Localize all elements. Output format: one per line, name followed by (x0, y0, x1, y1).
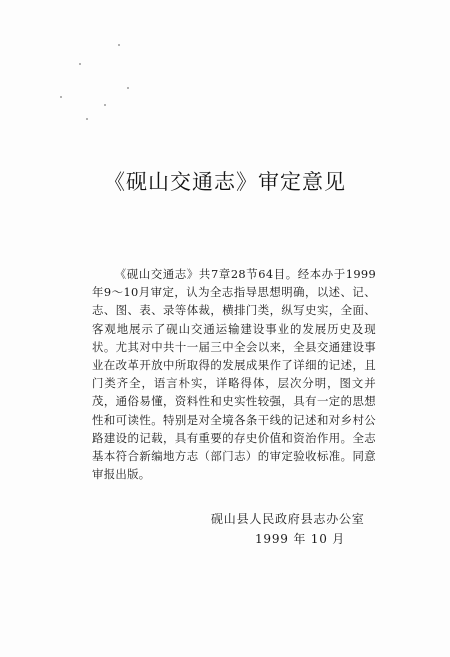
scan-speck (86, 118, 88, 120)
signature-office: 砚山县人民政府县志办公室 (211, 512, 365, 526)
review-opinion-paragraph: 《砚山交通志》共7章28节64目。经本办于1999年9～10月审定，认为全志指导思想明确，以述、记、志、图、表、录等体裁，横排门类，纵写史实，全面、客观地展示了砚山交通运输建设事业的发展历史及现状。尤其对中共十一届三中全会以来，全县交通建设事业在改革开放中所取得的发展成果作了详细的记述，且门类齐全，语言朴实，详略得体，层次分明，图文并茂，通俗易懂，资料性和史实性较强，具有一定的思想性和可读性。特别是对全境各条干线的记述和对乡村公路建设的记载，具有重要的存史价值和资治作用。全志基本符合新编地方志（部门志）的审定验收标准。同意审报出版。 (92, 267, 376, 482)
scan-speck (127, 87, 129, 89)
scan-speck (79, 63, 81, 65)
scan-speck (118, 44, 120, 46)
signature-date: 1999 年 10 月 (255, 532, 346, 546)
scan-speck (104, 104, 106, 106)
document-title: 《砚山交通志》审定意见 (104, 170, 346, 194)
scan-speck (60, 96, 62, 98)
